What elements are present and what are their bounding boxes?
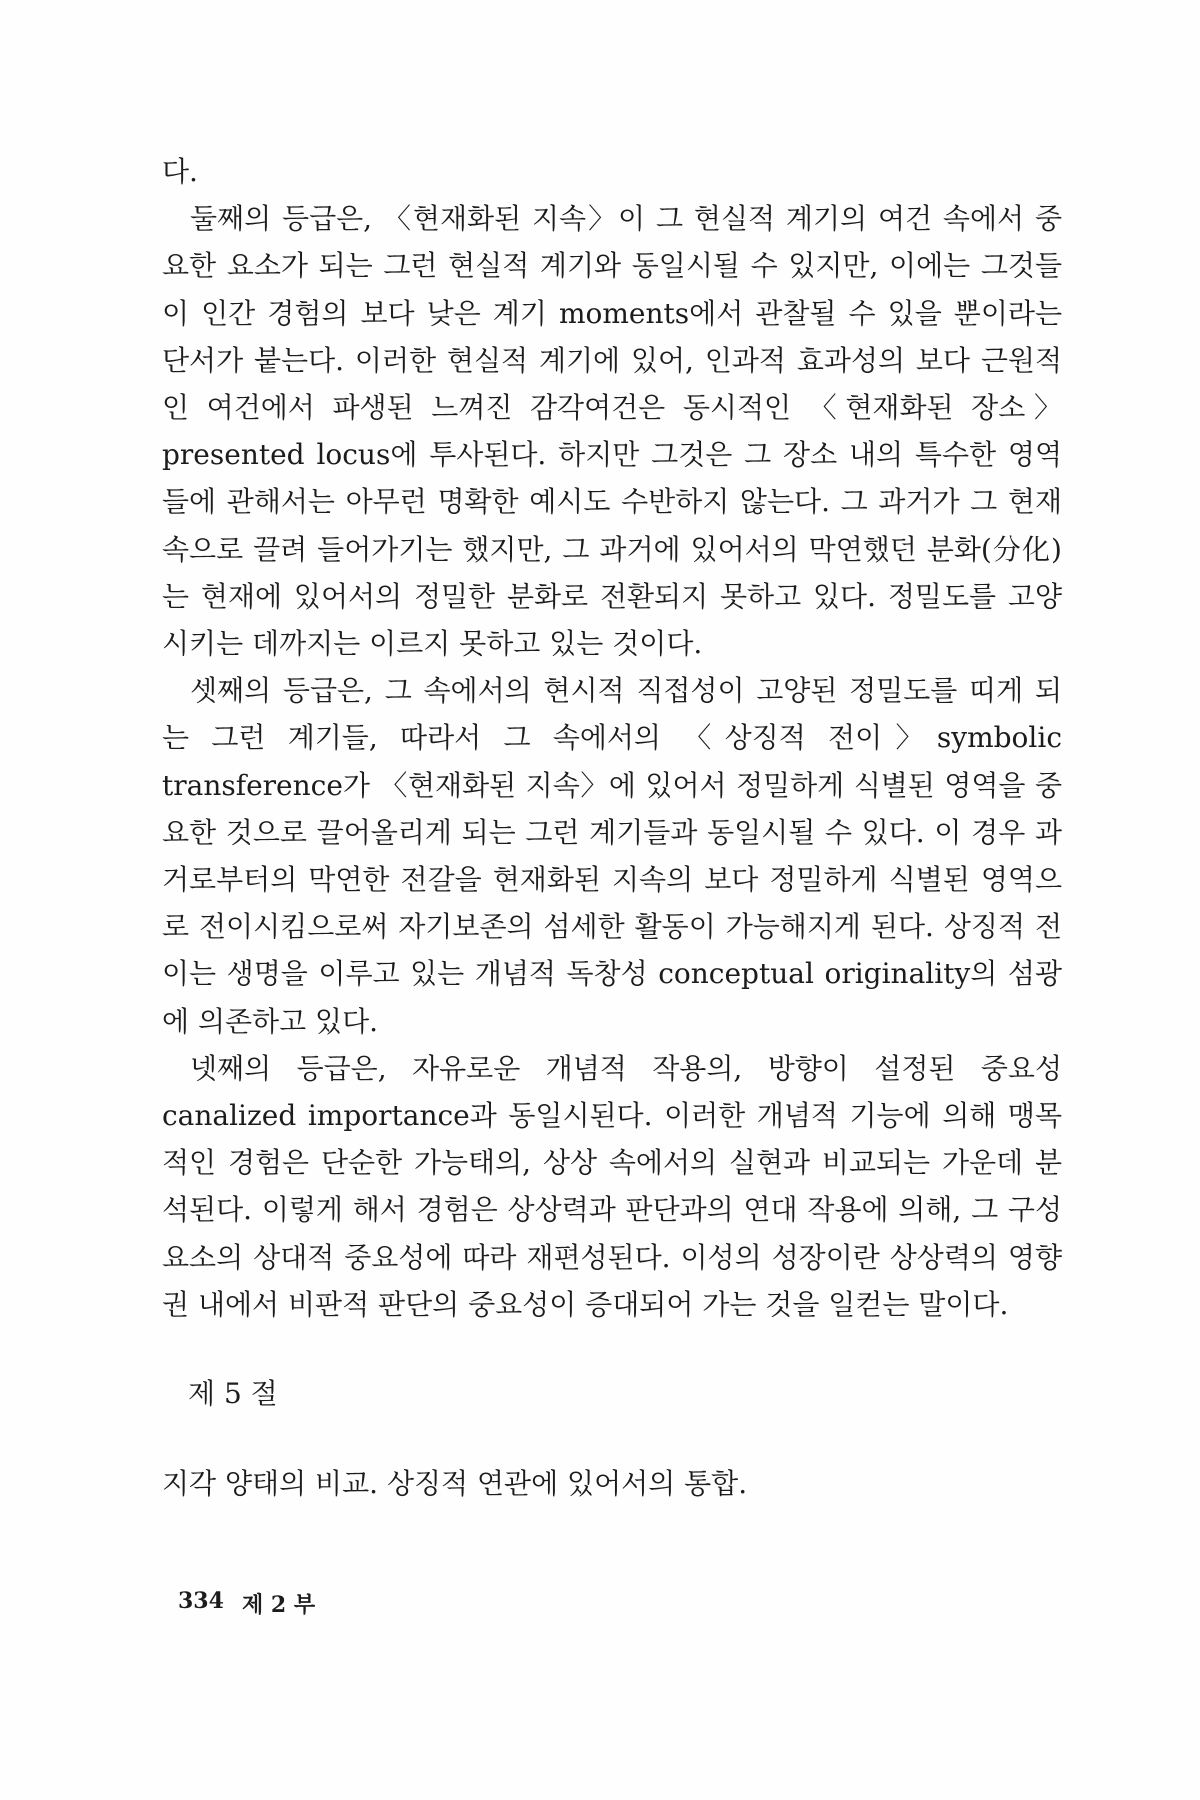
section-heading: 제 5 절 xyxy=(188,1377,278,1410)
paragraph-third-grade: 셋째의 등급은, 그 속에서의 현시적 직접성이 고양된 정밀도를 띠게 되는 그런 계기들, 따라서 그 속에서의 〈상징적 전이〉symbolic transference가 〈현재화된 지속〉에 있어서 정밀하게 식별된 영역을 중요한 것으로 끌어올리게 되는 그런 계기들과 동일시될 수 있다. 이 경우 과거로부터의 막연한 전갈을 현재화된 지속의 보다 정밀하게 식별된 영역으로 전이시킴으로써 자기보존의 섬세한 활동이 가능해지게 된다. 상징적 전이는 생명을 이루고 있는 개념적 독창성 conceptual originality의 섬광에 의존하고 있다. xyxy=(162,674,1062,1038)
paragraph-continuation: 다. xyxy=(162,155,198,188)
body-text xyxy=(162,148,1062,1328)
section-subtitle: 지각 양태의 비교. 상징적 연관에 있어서의 통합. xyxy=(162,1467,748,1500)
part-label: 제 2 부 xyxy=(241,1592,316,1618)
paragraph-second-grade: 둘째의 등급은, 〈현재화된 지속〉이 그 현실적 계기의 여건 속에서 중요한 요소가 되는 그런 현실적 계기와 동일시될 수 있지만, 이에는 그것들이 인간 경험의 보다 낮은 계기 moments에서 관찰될 수 있을 뿐이라는 단서가 붙는다. 이러한 현실적 계기에 있어, 인과적 효과성의 보다 근원적인 여건에서 파생된 느껴진 감각여건은 동시적인 〈현재화된 장소〉presented locus에 투사된다. 하지만 그것은 그 장소 내의 특수한 영역들에 관해서는 아무런 명확한 예시도 수반하지 않는다. 그 과거가 그 현재 속으로 끌려 들어가기는 했지만, 그 과거에 있어서의 막연했던 분화(分化)는 현재에 있어서의 정밀한 분화로 전환되지 못하고 있다. 정밀도를 고양시키는 데까지는 이르지 못하고 있는 것이다. xyxy=(162,202,1062,661)
page-number: 334 xyxy=(178,1588,224,1614)
page-footer xyxy=(178,1588,315,1619)
paragraph-fourth-grade: 넷째의 등급은, 자유로운 개념적 작용의, 방향이 설정된 중요성 canalized importance과 동일시된다. 이러한 개념적 기능에 의해 맹목적인 경험은 단순한 가능태의, 상상 속에서의 실현과 비교되는 가운데 분석된다. 이렇게 해서 경험은 상상력과 판단과의 연대 작용에 의해, 그 구성 요소의 상대적 중요성에 따라 재편성된다. 이성의 성장이란 상상력의 영향권 내에서 비판적 판단의 중요성이 증대되어 가는 것을 일컫는 말이다. xyxy=(162,1051,1062,1321)
